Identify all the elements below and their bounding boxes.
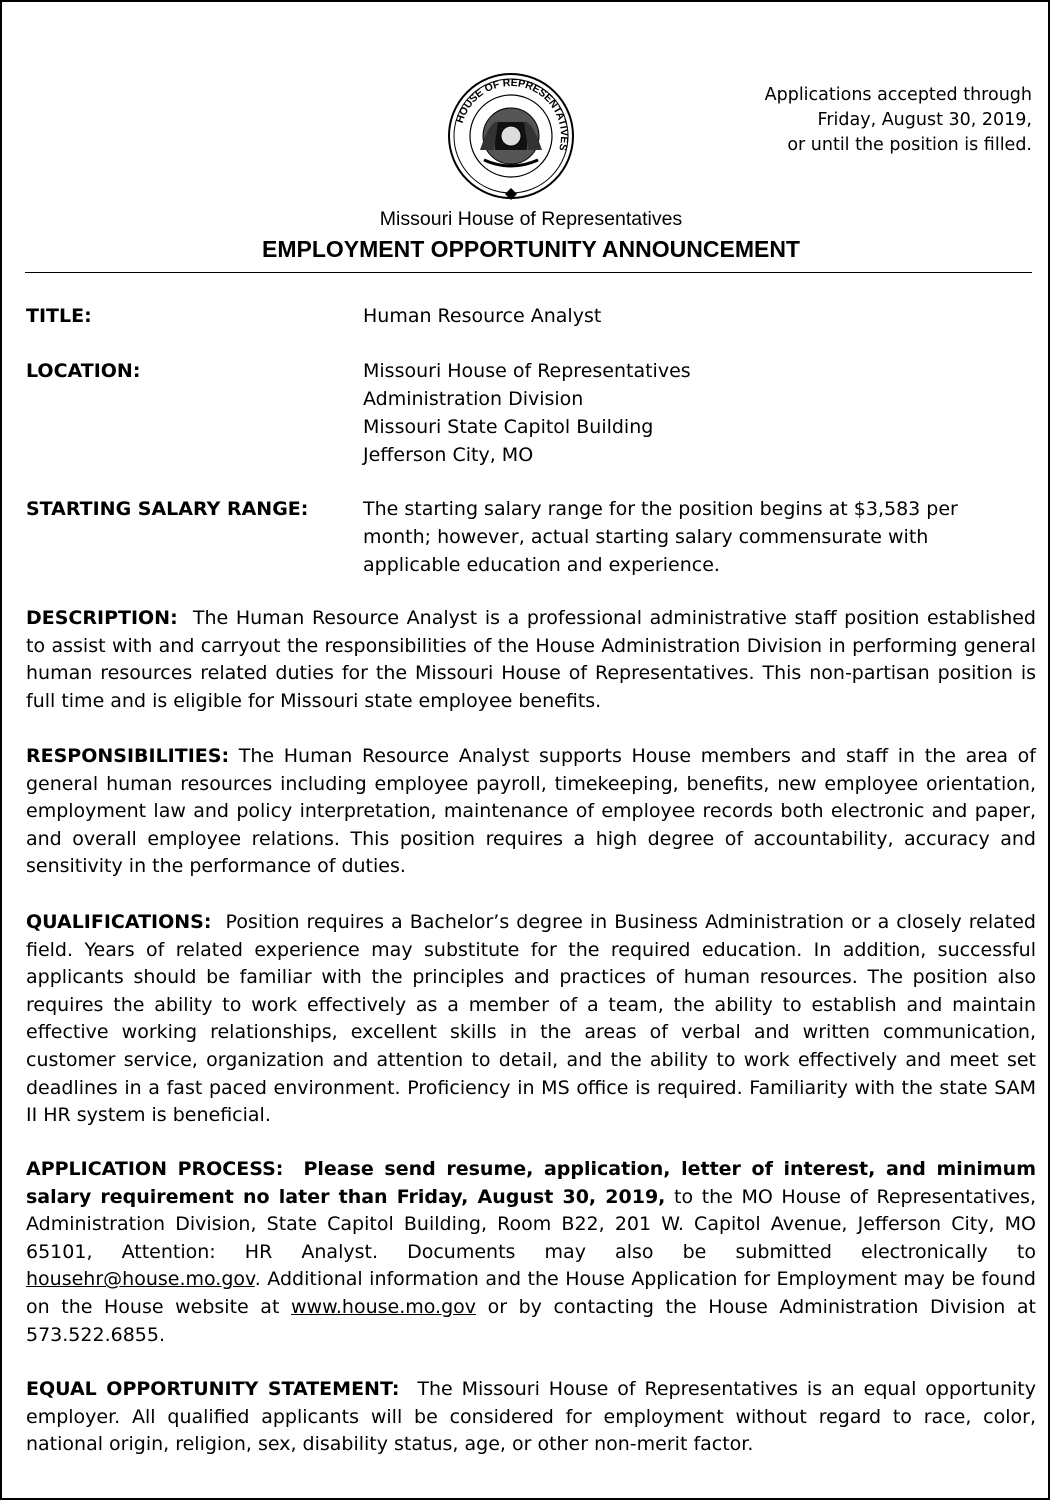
equal-opportunity-section	[26, 1376, 1036, 1459]
website-link[interactable]: www.house.mo.gov	[290, 1295, 477, 1318]
deadline-statement: Please send resume, application, letter of interest, and minimum salary requirement no later than Friday, August 30, 2019,	[26, 1158, 1036, 1208]
field-label: TITLE:	[26, 305, 92, 327]
application-process-section	[26, 1156, 1036, 1349]
field-label: STARTING SALARY RANGE:	[26, 498, 309, 520]
notice-line: Applications accepted through	[764, 85, 1032, 105]
organization-name: Missouri House of Representatives	[379, 208, 683, 230]
section-label: RESPONSIBILITIES:	[26, 745, 230, 767]
application-deadline-notice	[765, 83, 1032, 158]
section-text: to the MO House of Representatives, Administration Division, State Capitol Building, Room B22, 201 W. Capitol Avenue, Jefferson City, MO 65101, Attention: HR Analyst. Documents may also be submitted electronically to	[26, 1185, 1036, 1263]
description-section	[26, 605, 1036, 715]
qualifications-section	[26, 909, 1036, 1130]
section-label: DESCRIPTION:	[26, 607, 178, 629]
section-label: APPLICATION PROCESS:	[26, 1158, 284, 1180]
field-value-line: Human Resource Analyst	[363, 305, 602, 327]
field-value-line: month; however, actual starting salary commensurate with	[363, 526, 929, 548]
section-text: The Human Resource Analyst is a professional administrative staff position established to assist with and carryout the responsibilities of the House Administration Division in performing general human resources related duties for the Missouri House of Representatives. This non-partisan position is full time and is eligible for Missouri state employee benefits.	[26, 607, 1036, 712]
notice-line: Friday, August 30, 2019,	[817, 110, 1032, 130]
field-value-line: Administration Division	[363, 388, 584, 410]
page-title: EMPLOYMENT OPPORTUNITY ANNOUNCEMENT	[262, 236, 800, 262]
section-text: The Missouri House of Representatives is an equal opportunity employer. All qualified applicants will be considered for employment without regard to race, color, national origin, religion, sex, disability status, age, or other non-merit factor.	[26, 1378, 1036, 1456]
header-divider	[25, 272, 1032, 273]
field-value-line: Missouri State Capitol Building	[363, 416, 654, 438]
field-label: LOCATION:	[26, 360, 141, 382]
field-value	[363, 302, 1003, 330]
section-text: Position requires a Bachelor’s degree in Business Administration or a closely related field. Years of related experience may substitute for the required education. In addition, successful applicants should be familiar with the principles and practices of human resources. The position also requires the ability to work effectively as a member of a team, the ability to establish and maintain effective working relationships, excellent skills in the areas of verbal and written communication, customer service, organization and attention to detail, and the ability to work effectively and meet set deadlines in a fast paced environment. Proficiency in MS office is required. Familiarity with the state SAM II HR system is beneficial.	[26, 911, 1036, 1127]
field-value-line: Jefferson City, MO	[363, 444, 534, 466]
field-value	[363, 357, 1003, 469]
section-label: EQUAL OPPORTUNITY STATEMENT:	[26, 1378, 400, 1400]
section-text: . Additional information and the House Application for Employment may be found on the House website at	[26, 1268, 1036, 1318]
house-seal-logo	[440, 72, 582, 200]
responsibilities-section	[26, 743, 1036, 881]
field-value-line: applicable education and experience.	[363, 554, 720, 576]
section-text: or by contacting the House Administration Division at 573.522.6855.	[26, 1295, 1036, 1346]
field-value-line: Missouri House of Representatives	[363, 360, 691, 382]
section-text: The Human Resource Analyst supports House members and staff in the area of general human resources including employee payroll, timekeeping, benefits, new employee orientation, employment law and policy interpretation, maintenance of employee records both electronic and paper, and overall employee relations. This position requires a high degree of accountability, accuracy and sensitivity in the performance of duties.	[26, 745, 1036, 878]
notice-line: or until the position is filled.	[787, 135, 1032, 155]
svg-text:HOUSE OF REPRESENTATIVES: HOUSE OF REPRESENTATIVES	[453, 76, 571, 152]
field-value	[363, 495, 1003, 579]
section-label: QUALIFICATIONS:	[26, 911, 212, 933]
email-link[interactable]: househr@house.mo.gov	[26, 1268, 255, 1291]
field-value-line: The starting salary range for the position begins at $3,583 per	[363, 498, 958, 520]
